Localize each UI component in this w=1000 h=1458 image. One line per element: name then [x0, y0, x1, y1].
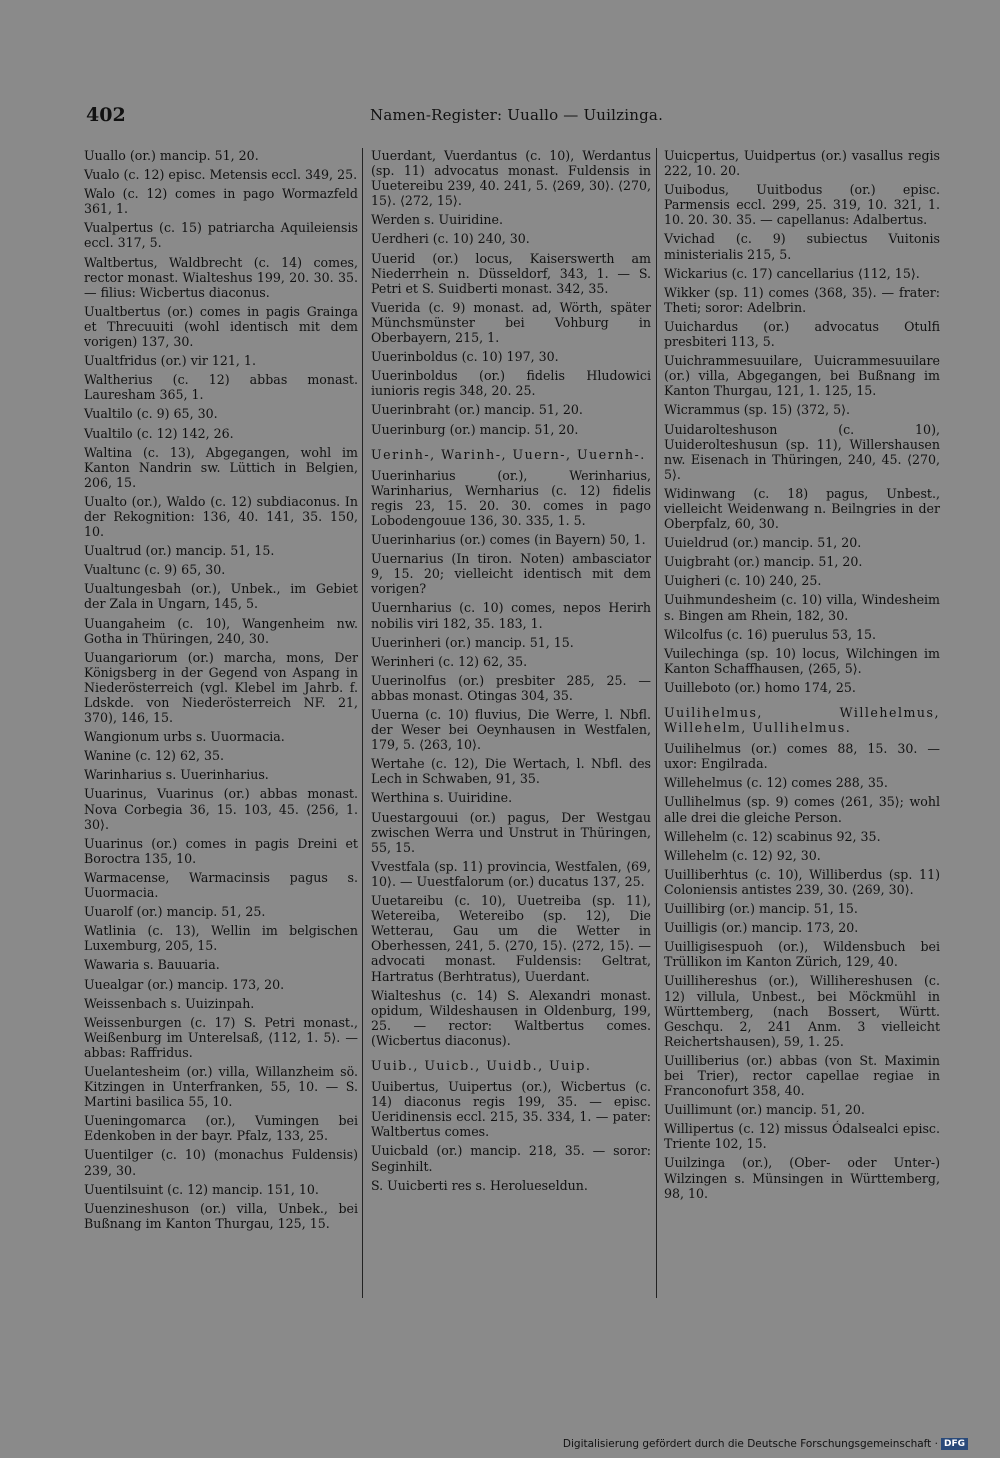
- index-entry: Willehelm (c. 12) 92, 30.: [664, 847, 821, 863]
- index-entry: Wicrammus (sp. 15) ⟨372, 5⟩.: [664, 402, 851, 418]
- index-entry: Wilcolfus (c. 16) puerulus 53, 15.: [664, 626, 877, 642]
- index-entry: Uullihelmus (sp. 9) comes ⟨261, 35⟩; wohl alle drei die gleiche Person.: [664, 794, 940, 825]
- index-entry: Uuerid (or.) locus, Kaiserswerth am Niederrhein n. Düsseldorf, 343, 1. — S. Petri et S. Suidberti monast. 342, 35.: [371, 250, 651, 296]
- index-entry: Uuilzinga (or.), (Ober- oder Unter-) Wilzingen s. Münsingen in Württemberg, 98, 10.: [664, 1155, 940, 1201]
- index-entry: Wangionum urbs s. Uuormacia.: [84, 729, 285, 745]
- index-entry: Uualtbertus (or.) comes in pagis Grainga et Threcuuiti (wohl identisch mit dem vorigen) 137, 30.: [84, 303, 358, 350]
- index-entry: Wialteshus (c. 14) S. Alexandri monast. opidum, Wildeshausen in Oldenburg, 199, 25. — rector: Waltbertus comes. (Wicbertus diaconus).: [371, 987, 651, 1048]
- dfg-logo: DFG: [941, 1438, 968, 1450]
- page-number: 402: [86, 104, 126, 126]
- index-entry: Uualtungesbah (or.), Unbek., im Gebiet der Zala in Ungarn, 145, 5.: [84, 581, 358, 612]
- index-entry: Willipertus (c. 12) missus Ódalsealci episc. Triente 102, 15.: [664, 1121, 940, 1152]
- index-entry: Uualtrud (or.) mancip. 51, 15.: [84, 543, 275, 559]
- index-entry: Uuerinboldus (or.) fidelis Hludowici iunioris regis 348, 20. 25.: [371, 368, 651, 399]
- index-subheading: Uuilihelmus, Willehelmus, Willehelm, Uullihelmus.: [664, 705, 940, 736]
- index-entry: Vuerida (c. 9) monast. ad, Wörth, später Münchsmünster bei Vohburg in Oberbayern, 215, 1.: [371, 299, 651, 346]
- index-entry: Uuibodus, Uuitbodus (or.) episc. Parmensis eccl. 299, 25. 319, 10. 321, 1. 10. 20. 30. 35. — capellanus: Adalbertus.: [664, 182, 940, 228]
- index-subheading: Uerinh-, Warinh-, Uuern-, Uuernh-.: [371, 446, 646, 462]
- index-entry: Uuerinboldus (c. 10) 197, 30.: [371, 349, 559, 365]
- index-entry: Uualto (or.), Waldo (c. 12) subdiaconus. In der Rekognition: 136, 40. 141, 35. 150, 10.: [84, 493, 358, 540]
- index-column-1: [84, 148, 358, 1235]
- index-entry: Walo (c. 12) comes in pago Wormazfeld 361, 1.: [84, 186, 358, 217]
- index-entry: Uuillibirg (or.) mancip. 51, 15.: [664, 901, 858, 917]
- index-entry: Uuerinheri (or.) mancip. 51, 15.: [371, 634, 574, 650]
- index-entry: Uuillihereshus (or.), Willihereshusen (c. 12) villula, Unbest., bei Möckmühl in Württemberg, (nach Bossert, Württ. Geschqu. 2, 241 Anm. 3 vielleicht Reichertshausen), 59, 1. 25.: [664, 973, 940, 1049]
- index-entry: Waltina (c. 13), Abgegangen, wohl im Kanton Nandrin sw. Lüttich in Belgien, 206, 15.: [84, 444, 358, 490]
- index-entry: Uuicpertus, Uuidpertus (or.) vasallus regis 222, 10. 20.: [664, 148, 940, 179]
- footer: [563, 1438, 968, 1450]
- index-entry: Waltbertus, Waldbrecht (c. 14) comes, rector monast. Wialteshus 199, 20. 30. 35. — filius: Wicbertus diaconus.: [84, 254, 358, 300]
- index-entry: Uuetareibu (c. 10), Uuetreiba (sp. 11), Wetereiba, Wetereibo (sp. 12), Die Wetterau, Gau um die Wetter in Oberhessen, 241, 5. ⟨270, 15⟩. ⟨272, 15⟩. — advocati monast. Fuldensis: Geltrat, Hartratus (Berhtratus), Uuerdant.: [371, 893, 651, 984]
- index-entry: Uuernarius (In tiron. Noten) ambasciator 9, 15. 20; vielleicht identisch mit dem vorigen?: [371, 551, 651, 597]
- index-entry: Uuichrammesuuilare, Uuicrammesuuilare (or.) villa, Abgegangen, bei Bußnang im Kanton Thurgau, 121, 1. 125, 15.: [664, 353, 940, 399]
- index-entry: Uuarolf (or.) mancip. 51, 25.: [84, 904, 266, 920]
- index-column-3: [664, 148, 940, 1205]
- index-entry: Uuidarolteshuson (c. 10), Uuiderolteshusun (sp. 11), Willershausen nw. Eisenach in Thüringen, 240, 45. ⟨270, 5⟩.: [664, 421, 940, 482]
- index-entry: Uuerinolfus (or.) presbiter 285, 25. — abbas monast. Otingas 304, 35.: [371, 672, 651, 703]
- index-entry: Uuicbald (or.) mancip. 218, 35. — soror: Seginhilt.: [371, 1143, 651, 1174]
- footer-text: Digitalisierung gefördert durch die Deutsche Forschungsgemeinschaft ·: [562, 1438, 938, 1450]
- index-entry: Uuilliberhtus (c. 10), Williberdus (sp. 11) Coloniensis antistes 239, 30. ⟨269, 30⟩.: [664, 866, 940, 897]
- index-entry: Uuallo (or.) mancip. 51, 20.: [84, 148, 259, 163]
- index-entry: Uuentilsuint (c. 12) mancip. 151, 10.: [84, 1181, 319, 1197]
- index-entry: Willehelmus (c. 12) comes 288, 35.: [664, 775, 888, 791]
- index-entry: Uuerinharius (or.) comes (in Bayern) 50, 1.: [371, 532, 646, 548]
- index-entry: Uuestargouui (or.) pagus, Der Westgau zwischen Werra und Unstrut in Thüringen, 55, 15.: [371, 809, 651, 855]
- index-entry: Vualpertus (c. 15) patriarcha Aquileiensis eccl. 317, 5.: [84, 220, 358, 251]
- index-entry: Uuealgar (or.) mancip. 173, 20.: [84, 976, 285, 992]
- index-entry: Uuibertus, Uuipertus (or.), Wicbertus (c. 14) diaconus regis 199, 35. — episc. Ueridinensis eccl. 215, 35. 334, 1. — pater: Waltbertus comes.: [371, 1079, 651, 1140]
- index-entry: Uuihmundesheim (c. 10) villa, Windesheim s. Bingen am Rhein, 182, 30.: [664, 592, 940, 623]
- index-entry: Uuangaheim (c. 10), Wangenheim nw. Gotha in Thüringen, 240, 30.: [84, 615, 358, 646]
- index-entry: Watlinia (c. 13), Wellin im belgischen Luxemburg, 205, 15.: [84, 923, 358, 954]
- index-entry: Uuerinburg (or.) mancip. 51, 20.: [371, 421, 579, 437]
- index-entry: Uuilihelmus (or.) comes 88, 15. 30. — uxor: Engilrada.: [664, 741, 940, 772]
- index-entry: S. Uuicberti res s. Herolueseldun.: [371, 1177, 588, 1193]
- index-entry: Uueningomarca (or.), Vumingen bei Edenkoben in der bayr. Pfalz, 133, 25.: [84, 1113, 358, 1144]
- index-entry: Uuichardus (or.) advocatus Otulfi presbiteri 113, 5.: [664, 318, 940, 350]
- index-entry: Weissenbach s. Uuizinpah.: [84, 995, 255, 1011]
- index-entry: Uuenzineshuson (or.) villa, Unbek., bei Bußnang im Kanton Thurgau, 125, 15.: [84, 1200, 358, 1231]
- index-entry: Wanine (c. 12) 62, 35.: [84, 748, 225, 764]
- index-entry: Vualtilo (c. 9) 65, 30.: [84, 406, 218, 422]
- index-entry: Uerdheri (c. 10) 240, 30.: [371, 231, 530, 247]
- index-entry: Wawaria s. Bauuaria.: [84, 957, 220, 973]
- index-entry: Uuerinharius (or.), Werinharius, Warinharius, Wernharius (c. 12) fidelis regis 23, 15. 20. 30. comes in pago Lobodengouue 136, 30. 335, 1. 5.: [371, 467, 651, 528]
- index-entry: Uuilliberius (or.) abbas (von St. Maximin bei Trier), rector capellae regiae in Franconofurt 358, 40.: [664, 1052, 940, 1099]
- index-subheading: Uuib., Uuicb., Uuidb., Uuip.: [371, 1057, 592, 1073]
- index-entry: Uuillimunt (or.) mancip. 51, 20.: [664, 1102, 865, 1118]
- index-entry: Uuigbraht (or.) mancip. 51, 20.: [664, 554, 863, 570]
- index-entry: Uuilligis (or.) mancip. 173, 20.: [664, 920, 859, 936]
- index-entry: Widinwang (c. 18) pagus, Unbest., vielleicht Weidenwang n. Beilngries in der Oberpfalz, 60, 30.: [664, 485, 940, 532]
- index-entry: Willehelm (c. 12) scabinus 92, 35.: [664, 828, 881, 844]
- index-entry: Uuarinus, Vuarinus (or.) abbas monast. Nova Corbegia 36, 15. 103, 45. ⟨256, 1. 30⟩.: [84, 786, 358, 832]
- index-entry: Warinharius s. Uuerinharius.: [84, 767, 269, 783]
- index-entry: Wertahe (c. 12), Die Wertach, l. Nbfl. des Lech in Schwaben, 91, 35.: [371, 756, 651, 787]
- index-entry: Uuieldrud (or.) mancip. 51, 20.: [664, 535, 862, 551]
- index-column-2: [371, 148, 651, 1197]
- index-entry: Waltherius (c. 12) abbas monast. Lauresham 365, 1.: [84, 372, 358, 403]
- index-entry: Werinheri (c. 12) 62, 35.: [371, 653, 528, 669]
- index-entry: Uuarinus (or.) comes in pagis Dreini et Boroctra 135, 10.: [84, 835, 358, 866]
- column-divider: [656, 148, 657, 1298]
- running-head: Namen-Register: Uuallo — Uuilzinga.: [370, 106, 664, 124]
- index-entry: Vuilechinga (sp. 10) locus, Wilchingen im Kanton Schaffhausen, ⟨265, 5⟩.: [664, 645, 940, 676]
- index-entry: Weissenburgen (c. 17) S. Petri monast., Weißenburg im Unterelsaß, ⟨112, 1. 5⟩. — abbas: Raffridus.: [84, 1014, 358, 1060]
- index-entry: Wickarius (c. 17) cancellarius ⟨112, 15⟩.: [664, 265, 920, 281]
- index-entry: Uuelantesheim (or.) villa, Willanzheim sö. Kitzingen in Unterfranken, 55, 10. — S. Martini basilica 55, 10.: [84, 1063, 358, 1110]
- index-entry: Werthina s. Uuiridine.: [371, 790, 513, 806]
- index-entry: Warmacense, Warmacinsis pagus s. Uuormacia.: [84, 869, 358, 901]
- index-entry: Uuerinbraht (or.) mancip. 51, 20.: [371, 402, 583, 418]
- index-entry: Uuangariorum (or.) marcha, mons, Der Königsberg in der Gegend von Aspang in Niederösterreich (vgl. Klebel im Jahrb. f. Ldskde. von Niederösterreich NF. 21, 370), 146, 15.: [84, 649, 358, 726]
- index-entry: Uuerdant, Vuerdantus (c. 10), Werdantus (sp. 11) advocatus monast. Fuldensis in Uuetereibu 239, 40. 241, 5. ⟨269, 30⟩. ⟨270, 15⟩. ⟨272, 15⟩.: [371, 148, 651, 209]
- index-entry: Vualtunc (c. 9) 65, 30.: [84, 562, 226, 578]
- index-entry: Uualtfridus (or.) vir 121, 1.: [84, 353, 256, 369]
- index-entry: Vualtilo (c. 12) 142, 26.: [84, 425, 234, 441]
- index-entry: Vualo (c. 12) episc. Metensis eccl. 349, 25.: [84, 167, 358, 183]
- index-entry: Werden s. Uuiridine.: [371, 212, 503, 228]
- index-entry: Vvichad (c. 9) subiectus Vuitonis ministerialis 215, 5.: [664, 231, 940, 262]
- index-entry: Uuerna (c. 10) fluvius, Die Werre, l. Nbfl. der Weser bei Oeynhausen in Westfalen, 179, 5. ⟨263, 10⟩.: [371, 707, 651, 753]
- index-entry: Uuilleboto (or.) homo 174, 25.: [664, 679, 856, 695]
- column-divider: [362, 148, 363, 1298]
- index-entry: Uuilligisespuoh (or.), Wildensbuch bei Trüllikon im Kanton Zürich, 129, 40.: [664, 939, 940, 970]
- index-entry: Uuigheri (c. 10) 240, 25.: [664, 573, 822, 589]
- index-entry: Uuernharius (c. 10) comes, nepos Herirh nobilis viri 182, 35. 183, 1.: [371, 600, 651, 631]
- index-entry: Uuentilger (c. 10) (monachus Fuldensis) 239, 30.: [84, 1147, 358, 1178]
- index-entry: Vvestfala (sp. 11) provincia, Westfalen, ⟨69, 10⟩. — Uuestfalorum (or.) ducatus 137, 25.: [371, 858, 651, 889]
- index-entry: Wikker (sp. 11) comes ⟨368, 35⟩. — frater: Theti; soror: Adelbrin.: [664, 284, 940, 315]
